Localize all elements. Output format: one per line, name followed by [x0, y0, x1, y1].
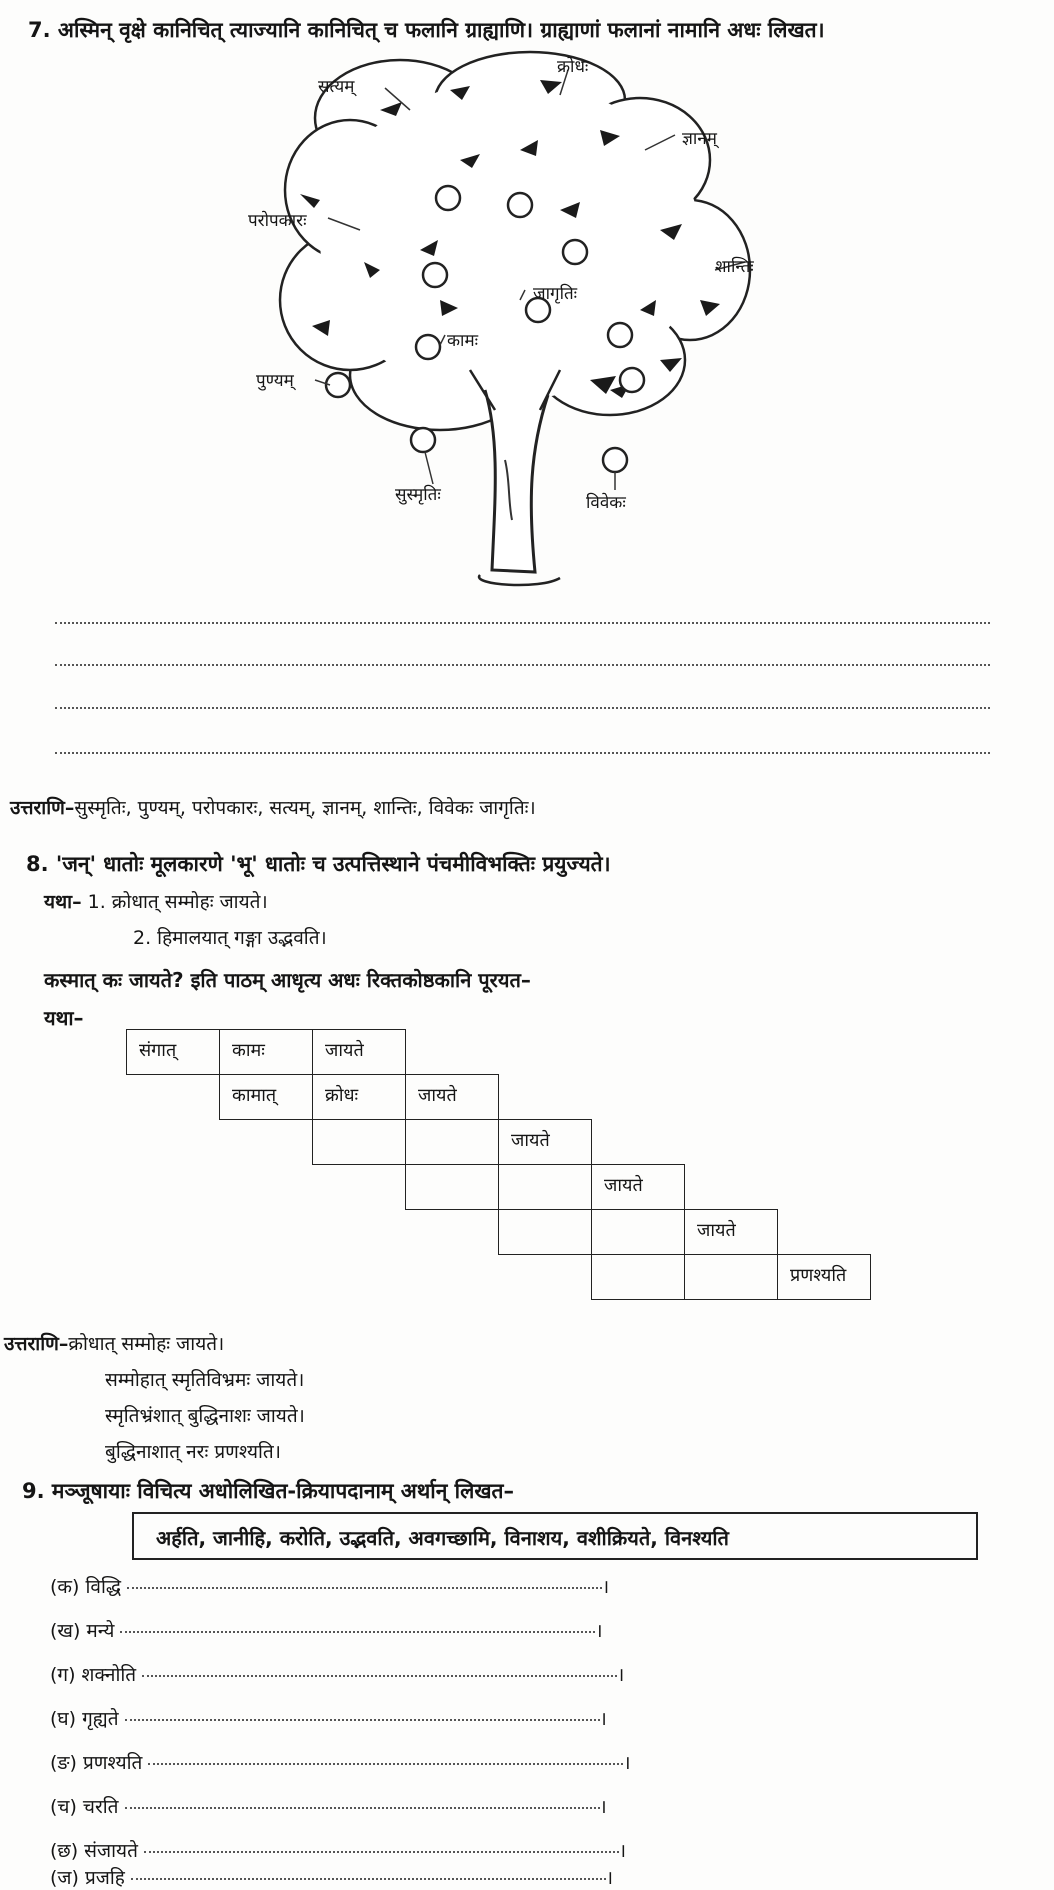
table-cell: क्रोधः [312, 1074, 406, 1120]
answer-line[interactable] [55, 664, 990, 666]
fill-row[interactable]: (ग) शक्नोति । [50, 1664, 625, 1686]
answer-line[interactable] [55, 707, 990, 709]
q8-answer-4: बुद्धिनाशात् नरः प्रणश्यति। [105, 1441, 281, 1463]
blank-cell[interactable] [498, 1209, 592, 1255]
answer-key-label: उत्तराणि– [4, 1333, 69, 1355]
fill-row[interactable]: (ङ) प्रणश्यति । [50, 1752, 631, 1774]
question-8: 8. 'जन्' धातोः मूलकारणे 'भू' धातोः च उत्पत्तिस्थाने पंचमीविभक्तिः प्रयुज्यते। [26, 852, 611, 876]
fill-row[interactable]: (क) विद्धि । [50, 1576, 610, 1598]
tree-label: शान्तिः [715, 257, 754, 277]
blank-cell[interactable] [591, 1254, 685, 1300]
tree-label: परोपकारः [248, 211, 307, 231]
tree-label: ज्ञानम् [682, 129, 717, 149]
tree-label: पुण्यम् [256, 371, 294, 391]
tree-label: क्रोधः [557, 57, 589, 77]
yatha-label-2: यथा– [44, 1006, 84, 1030]
table-cell: जायते [312, 1029, 406, 1075]
table-cell: प्रणश्यति [777, 1254, 871, 1300]
blank-cell[interactable] [684, 1254, 778, 1300]
fill-row[interactable]: (ज) प्रजहि । [50, 1867, 614, 1889]
q8-answer-1 [4, 1330, 224, 1356]
item-label: (ख) मन्ये [50, 1620, 115, 1642]
fill-row[interactable]: (ख) मन्ये । [50, 1620, 603, 1642]
table-cell: कामः [219, 1029, 313, 1075]
table-cell: जायते [405, 1074, 499, 1120]
table-cell: जायते [684, 1209, 778, 1255]
answer-text: सुस्मृतिः, पुण्यम्, परोपकारः, सत्यम्, ज्ञानम्, शान्तिः, विवेकः जागृतिः। [74, 797, 536, 819]
item-label: (च) चरति [50, 1796, 119, 1818]
question-7: 7. अस्मिन् वृक्षे कानिचित् त्याज्यानि कानिचित् च फलानि ग्राह्याणि। ग्राह्याणां फलानां नामानि अधः लिखत। [28, 18, 825, 42]
q8-example-2: 2. हिमालयात् गङ्गा उद्भवति। [133, 927, 327, 949]
word-box: अर्हति, जानीहि, करोति, उद्भवति, अवगच्छामि, विनाशय, वशीक्रियते, विनश्यति [132, 1512, 978, 1560]
blank-cell[interactable] [498, 1164, 592, 1210]
item-label: (ङ) प्रणश्यति [50, 1752, 143, 1774]
q8-answer-3: स्मृतिभ्रंशात् बुद्धिनाशः जायते। [105, 1405, 305, 1427]
item-label: (क) विद्धि [50, 1576, 122, 1598]
yatha-label: यथा– [44, 891, 82, 913]
item-label: (ज) प्रजहि [50, 1867, 125, 1889]
answer-key-label: उत्तराणि– [10, 797, 75, 819]
tree-label: जागृतिः [533, 284, 578, 304]
answer-line[interactable] [55, 622, 990, 624]
fill-row[interactable]: (छ) संजायते । [50, 1840, 627, 1862]
item-label: (छ) संजायते [50, 1840, 138, 1862]
tree-label: सत्यम् [318, 77, 355, 97]
answer-text: क्रोधात् सम्मोहः जायते। [68, 1333, 225, 1355]
q8-instruction: कस्मात् कः जायते? इति पाठम् आधृत्य अधः रिक्तकोष्ठकानि पूरयत– [44, 968, 531, 992]
tree-label: सुस्मृतिः [395, 485, 441, 505]
example-text: 1. क्रोधात् सम्मोहः जायते। [87, 891, 268, 913]
fill-row[interactable]: (घ) गृह्यते । [50, 1708, 607, 1730]
table-cell: जायते [591, 1164, 685, 1210]
blank-cell[interactable] [405, 1164, 499, 1210]
question-9: 9. मञ्जूषायाः विचित्य अधोलिखित-क्रियापदानाम् अर्थान् लिखत– [22, 1479, 514, 1503]
item-label: (ग) शक्नोति [50, 1664, 137, 1686]
item-label: (घ) गृह्यते [50, 1708, 119, 1730]
blank-cell[interactable] [312, 1119, 406, 1165]
tree-illustration [0, 0, 1054, 620]
table-cell: जायते [498, 1119, 592, 1165]
blank-cell[interactable] [591, 1209, 685, 1255]
table-cell: कामात् [219, 1074, 313, 1120]
q8-answer-2: सम्मोहात् स्मृतिविभ्रमः जायते। [105, 1369, 305, 1391]
tree-label: विवेकः [586, 493, 626, 513]
q7-answer [10, 794, 536, 820]
tree-label: कामः [447, 331, 479, 351]
table-cell: संगात् [126, 1029, 220, 1075]
answer-line[interactable] [55, 752, 990, 754]
q8-example-1 [44, 888, 268, 914]
fill-row[interactable]: (च) चरति । [50, 1796, 607, 1818]
blank-cell[interactable] [405, 1119, 499, 1165]
